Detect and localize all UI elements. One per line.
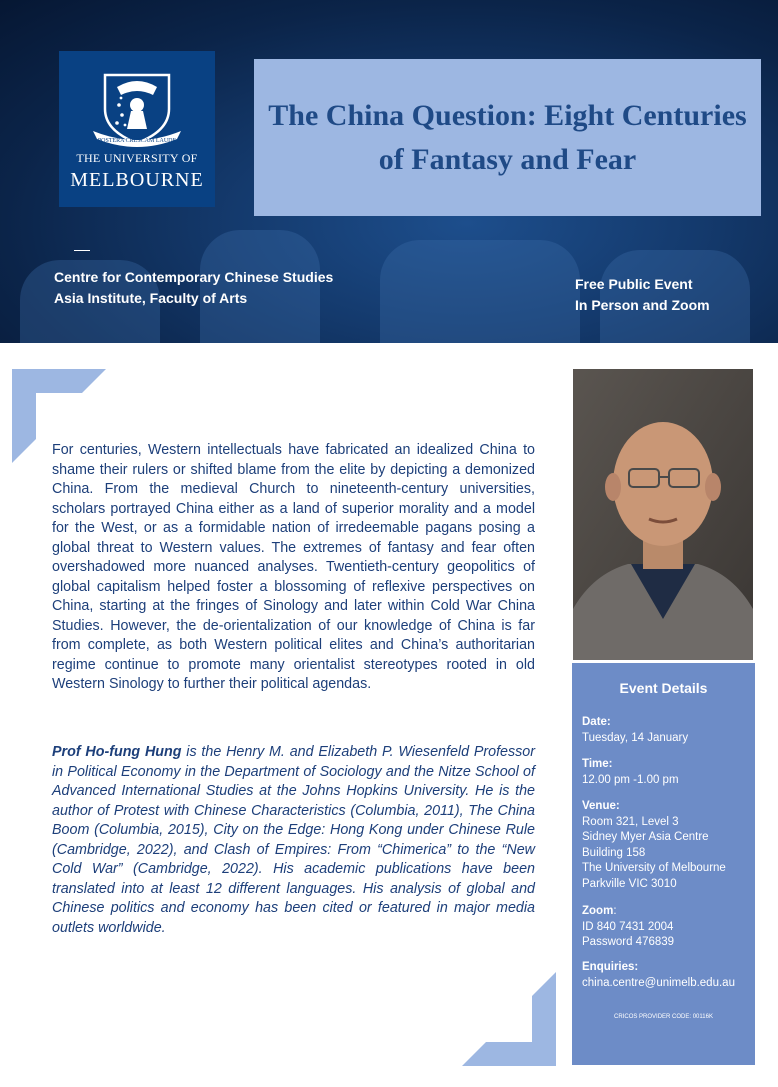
venue-line: The University of Melbourne [582, 862, 726, 874]
venue-line: Parkville VIC 3010 [582, 877, 677, 890]
organizer-block [54, 267, 333, 309]
speaker-bio [52, 743, 535, 938]
venue-line: Sidney Myer Asia Centre [582, 831, 709, 843]
event-type-block [575, 274, 710, 316]
time-block [582, 757, 679, 788]
date-block [582, 715, 688, 746]
event-access: Free Public Event [575, 276, 693, 292]
enquiries-email-link[interactable]: china.centre@unimelb.edu.au [582, 976, 735, 989]
divider-dash [74, 250, 90, 251]
university-name-line1: THE UNIVERSITY OF [76, 151, 198, 165]
zoom-password: Password 476839 [582, 936, 675, 948]
speaker-photo [573, 369, 753, 660]
institute-name: Asia Institute, Faculty of Arts [54, 290, 248, 306]
venue-label: Venue: [582, 800, 620, 812]
event-title: The China Question: Eight Centuries of Fantasy and Fear [268, 98, 747, 176]
time-label: Time: [582, 758, 613, 770]
details-heading: Event Details [619, 680, 708, 696]
corner-decoration-bottom-right [462, 972, 556, 1066]
cricos-code: CRICOS PROVIDER CODE: 00116K [614, 1014, 713, 1020]
date-label: Date: [582, 716, 611, 728]
time-value: 12.00 pm -1.00 pm [582, 773, 679, 786]
event-format: In Person and Zoom [575, 297, 710, 313]
speaker-portrait-image [573, 369, 753, 660]
title-panel [254, 59, 761, 216]
zoom-colon: : [613, 905, 617, 917]
background-seat-shape [380, 240, 580, 343]
header-banner [0, 0, 778, 343]
venue-line: Room 321, Level 3 [582, 815, 679, 828]
zoom-meeting-id: ID 840 7431 2004 [582, 920, 674, 933]
svg-text:POSTERA CRESCAM LAUDE: POSTERA CRESCAM LAUDE [97, 138, 177, 144]
enquiries-label: Enquiries: [582, 961, 639, 973]
venue-block [582, 799, 726, 892]
enquiries-block [582, 960, 735, 991]
venue-line: Building 158 [582, 846, 646, 859]
university-crest-icon [87, 65, 187, 149]
zoom-label: Zoom [582, 905, 614, 917]
university-logo [59, 51, 215, 207]
speaker-name: Prof Ho-fung Hung [52, 744, 182, 760]
event-abstract: For centuries, Western intellectuals have fabricated an idealized China to shame their rulers or shifted blame from the elite by depicting a demonized China. From the medieval Church to nineteenth-century universities, scholars portrayed China either as a land of superior morality and a model for the West, or as a formidable nation of irredeemable pagans posing a global threat to Western values. The extremes of fantasy and fear often overshadowed more nuanced analyses. Twentieth-century geopolitics of global capitalism helped foster a blossoming of reflexive perspectives on China, starting at the fringes of Sinology and later within Cold War China Studies. However, the de-orientalization of our knowledge of China is far from complete, as both Western political elites and China’s authoritarian regime continue to promote many orientalist stereotypes rooted in old Western Sinology to further their political agendas. [52, 442, 535, 692]
centre-name: Centre for Contemporary Chinese Studies [54, 269, 334, 285]
zoom-block [582, 904, 674, 951]
event-details-panel [572, 663, 755, 1065]
date-value: Tuesday, 14 January [582, 731, 689, 744]
speaker-bio-text: is the Henry M. and Elizabeth P. Wiesenfeld Professor in Political Economy in the Department of Sociology and the Nitze School of Advanced International Studies at the Johns Hopkins University. He is the author of Protest with Chinese Characteristics (Columbia, 2011), The China Boom (Columbia, 2015), City on the Edge: Hong Kong under Chinese Rule (Cambridge, 2022), and Clash of Empires: From “Chimerica” to the “New Cold War” (Cambridge, 2022). His academic publications have been translated into at least 12 different languages. His analysis of global and Chinese politics and economy has been cited or featured in major media outlets worldwide. [52, 744, 536, 936]
university-name-line2: MELBOURNE [70, 169, 204, 191]
